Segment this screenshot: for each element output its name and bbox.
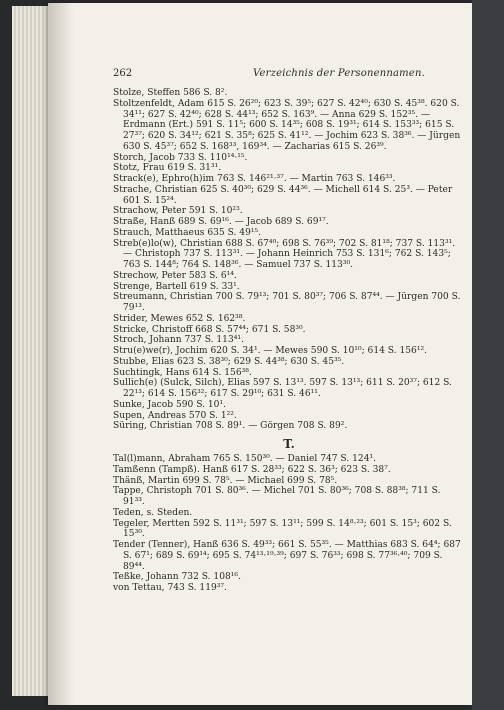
index-entry: Tal(l)mann, Abraham 765 S. 150³⁰. — Daniel 747 S. 124¹. <box>113 454 377 464</box>
index-entry: Stricke, Christoff 668 S. 57⁴⁴; 671 S. 58³⁰. <box>113 324 306 335</box>
index-entry: Tappe, Christoph 701 S. 80³⁶. — Michel 701 S. 80³⁶; 708 S. 88³⁸; 711 S. 91³³. <box>113 486 441 507</box>
index-entry: Strechow, Peter 583 S. 6¹⁴. <box>113 270 237 281</box>
index-entry: Stroch, Johann 737 S. 113⁴¹. <box>113 335 244 346</box>
index-entry: Stoltzenfeldt, Adam 615 S. 26²⁰; 623 S. 39⁵; 627 S. 42⁴⁰; 630 S. 45³⁸. 620 S. 34¹¹; 627 S. 42⁴⁰; 628 S. 44¹³; 652 S. 163⁹. — Anna 629 S. 152³⁵. — Erdmann (Ert.) 591 S. 11⁵; 600 S. 14³⁵; 608 S. 19³¹; 614 S. 153³³; 615 S. 27³⁷; 620 S. 34¹²; 621 S. 35⁸; 625 S. 41¹². — Jochim 623 S. 38³⁶. — Jürgen 630 S. 45³⁷; 652 S. 168³³, 169³⁴. — Zacharias 615 S. 26³⁹. <box>113 98 461 152</box>
index-entry: Sunke, Jacob 590 S. 10¹. <box>113 399 227 410</box>
index-entry: Strack(e), Ephro(h)im 763 S. 146²¹·³⁷. — Martin 763 S. 146³³. <box>113 174 396 184</box>
index-entry: Strachow, Peter 591 S. 10²³. <box>113 206 243 217</box>
section-heading: T. <box>283 437 295 451</box>
index-entry: Teden, s. Steden. <box>113 507 193 518</box>
index-entry: Supen, Andreas 570 S. 1²². <box>113 410 237 421</box>
index-entry: Stolze, Steffen 586 S. 8². <box>113 88 228 98</box>
index-entry: Tamßenn (Tampß). Hanß 617 S. 28³³; 622 S. 36³; 623 S. 38⁷. <box>113 464 391 475</box>
index-entry: Strider, Mewes 652 S. 162³⁸. <box>113 313 246 324</box>
index-entry: Streumann, Christian 700 S. 79¹³; 701 S. 80³⁷; 706 S. 87⁴⁴. — Jürgen 700 S. 79¹³. <box>113 292 461 313</box>
index-entry: Thänß, Martin 699 S. 78⁵. — Michael 699 S. 78⁵. <box>113 475 338 486</box>
index-entry: Strauch, Matthaeus 635 S. 49¹⁵. <box>113 227 262 238</box>
index-entry: Strache, Christian 625 S. 40³⁰; 629 S. 44³⁶. — Michell 614 S. 25³. — Peter 601 S. 15²⁴. <box>113 184 453 206</box>
scan-background-edge <box>472 0 504 710</box>
page-gutter-shadow <box>48 3 74 705</box>
index-entry: Suchtingk, Hans 614 S. 156³⁸. <box>113 367 252 378</box>
name-index <box>113 88 465 594</box>
page-number: 262 <box>113 68 133 79</box>
index-entry: Strenge, Bartell 619 S. 33¹. <box>113 281 240 292</box>
index-entry: Straße, Hanß 689 S. 69¹⁶. — Jacob 689 S. 69¹⁷. <box>113 217 329 227</box>
running-head <box>113 68 463 82</box>
index-entry: Tender (Tenner), Hanß 636 S. 49³³; 661 S. 55³⁵. — Matthias 683 S. 64⁴; 687 S. 67¹; 689 S. 69¹⁴; 695 S. 74¹³·¹⁹·³⁹; 697 S. 76³³; 698 S. 77³⁶·⁴⁰; 709 S. 89⁴⁴. <box>113 540 461 572</box>
index-entry: Stru(e)we(r), Jochim 620 S. 34¹. — Mewes 590 S. 10¹⁰; 614 S. 156¹². <box>113 346 428 356</box>
index-entry: Storch, Jacob 733 S. 110¹⁴·¹⁵. <box>113 152 248 163</box>
running-title: Verzeichnis der Personennamen. <box>253 68 426 79</box>
index-entry: Süring, Christian 708 S. 89¹. — Görgen 708 S. 89². <box>113 421 348 432</box>
index-entry: von Tettau, 743 S. 119³⁷. <box>113 583 227 593</box>
index-entry: Sullich(e) (Sulck, Silch), Elias 597 S. 13¹³. 597 S. 13¹³; 611 S. 20³⁷; 612 S. 22¹³; 614 S. 156³²; 617 S. 29¹⁰; 631 S. 46¹¹. <box>113 378 452 399</box>
index-entry: Stotz, Frau 619 S. 31³¹. <box>113 163 222 174</box>
index-entry: Streb(e)lo(w), Christian 688 S. 67⁴⁰; 698 S. 76³⁹; 702 S. 81¹⁸; 737 S. 113³¹. — Christoph 737 S. 113³¹. — Johann Heinrich 753 S. 131⁶; 762 S. 143⁵; 763 S. 144⁸; 764 S. 148³⁶. — Samuel 737 S. 113³⁰. <box>113 238 456 270</box>
index-entry: Tegeler, Mertten 592 S. 11³¹; 597 S. 13¹¹; 599 S. 14⁸·²³; 601 S. 15³; 602 S. 15³⁰. <box>113 518 452 540</box>
index-entry: Stubbe, Elias 623 S. 38³⁰; 629 S. 44³⁸; 630 S. 45³⁵. <box>113 356 345 367</box>
index-entry: Teßke, Johann 732 S. 108¹⁶. <box>113 572 241 583</box>
